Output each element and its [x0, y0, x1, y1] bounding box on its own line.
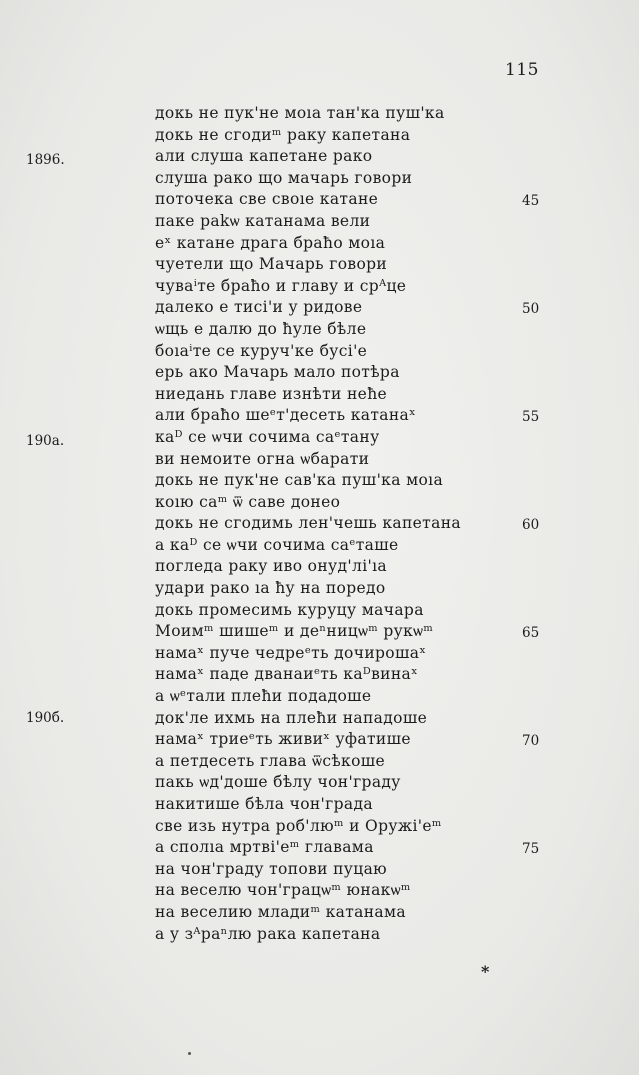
verse-line: докь не сгодимь лен'чешь капетана [155, 514, 461, 533]
verse-line: накитише бѣла чон'града [155, 795, 373, 813]
verse-line: а петдесеть глава ѿсѣкоше [155, 751, 386, 770]
poem-text [155, 103, 475, 945]
verse-line: ерь ако Мачарь мало потѣра [155, 363, 400, 382]
verse-line: намаˣ триеᵉть живиˣ уфатише [155, 730, 411, 749]
verse-line: а у зᴬраⁿлю рака капетана [155, 924, 381, 943]
verse-line: погледа раку иво онуд'лі'ıа [155, 557, 388, 576]
verse-line: а ѡᵉтали плеħи подадоше [155, 687, 372, 706]
verse-line: еˣ катане драга браħо моıа [155, 233, 386, 252]
line-number: 45 [522, 193, 540, 209]
verse-line: докь промесимь куруцу мачара [155, 600, 424, 619]
verse-line: паке раkѡ катанама вели [155, 211, 371, 230]
verse-line: коıю саᵐ ѿ саве донео [155, 492, 341, 511]
verse-line: Моимᵐ шишеᵐ и деⁿницѡᵐ рукѡᵐ [155, 622, 434, 641]
verse-line: далеко е тисі'и у ридове [155, 298, 363, 317]
verse-line: а каᴰ се ѡчи сочима саᵉташе [155, 535, 399, 554]
verse-line: чуваⁱте браħо и главу и срᴬце [155, 276, 407, 295]
verse-line: чуетели що Мачарь говори [155, 255, 388, 274]
verse-line: ниедань главе изнѣти неħе [155, 384, 388, 403]
verse-line: а сполıа мртві'еᵐ главама [155, 838, 374, 857]
verse-line: на чон'граду топови пуцаю [155, 859, 388, 878]
page-number: 115 [505, 60, 539, 80]
margin-year-note: 190б. [26, 710, 65, 726]
verse-line: ви немоите огна ѡбарати [155, 449, 370, 468]
margin-year-note: 1896. [26, 152, 65, 168]
line-number: 70 [522, 733, 540, 749]
verse-line: али браħо шеᵉт'десеть катанаˣ [155, 406, 417, 425]
line-number: 50 [522, 301, 540, 317]
ink-speck [188, 1052, 191, 1055]
footnote-asterisk: * [481, 962, 490, 981]
verse-line: каᴰ се ѡчи сочима саᵉтану [155, 427, 380, 446]
verse-line: поточека све своıе катане [155, 190, 379, 209]
line-number: 55 [522, 409, 540, 425]
verse-line: све изь нутра роб'люᵐ и Оружі'еᵐ [155, 816, 442, 835]
verse-line: на веселию младиᵐ катанама [155, 902, 407, 921]
verse-line: слуша рако що мачарь говори [155, 168, 413, 187]
verse-line: докь не сгодиᵐ раку капетана [155, 125, 411, 144]
verse-line: пакь ѡд'доше бѣлу чон'граду [155, 773, 401, 792]
verse-line: удари рако ıа ħу на поредо [155, 579, 386, 598]
verse-line: али слуша капетане рако [155, 147, 373, 166]
line-number: 75 [522, 841, 540, 857]
verse-line: намаˣ пуче чедреᵉть дочирошаˣ [155, 643, 427, 662]
verse-line: докь не пук'не сав'ка пуш'ка моıа [155, 471, 444, 490]
verse-line: док'ле ихмь на плеħи нападоше [155, 708, 428, 727]
verse-line: ѡщь е далю до ħуле бѣле [155, 319, 367, 338]
verse-line: намаˣ паде дванаиᵉть каᴰвинаˣ [155, 665, 419, 684]
verse-line: на веселю чон'грацѡᵐ юнакѡᵐ [155, 881, 411, 900]
verse-line: боıаⁱте се куруч'ке бусі'е [155, 341, 368, 360]
line-number: 65 [522, 625, 540, 641]
verse-line: докь не пук'не моıа тан'ка пуш'ка [155, 104, 445, 122]
line-number: 60 [522, 517, 540, 533]
margin-year-note: 190a. [26, 433, 65, 449]
